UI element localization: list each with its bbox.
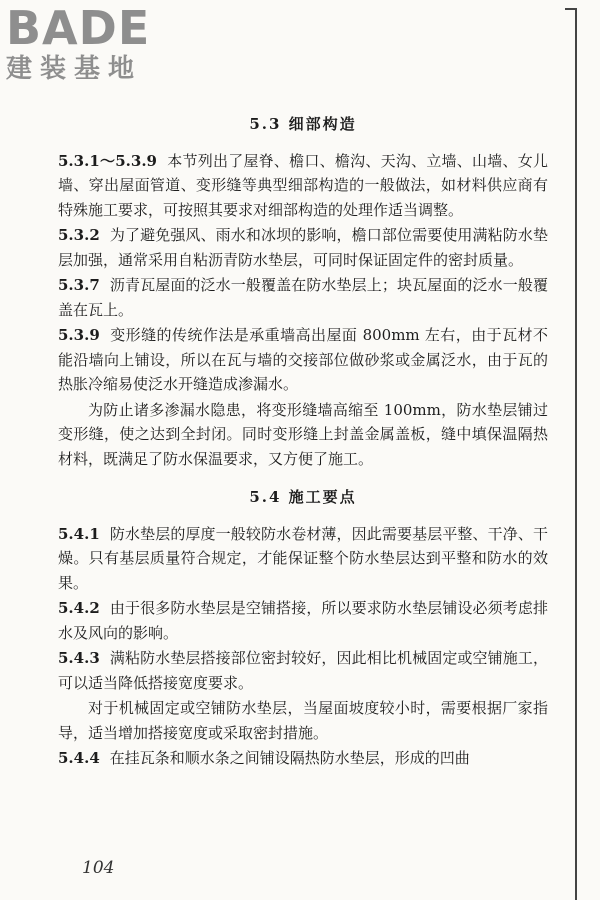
clause-text: 对于机械固定或空铺防水垫层，当屋面坡度较小时，需要根据厂家指导，适当增加搭接宽度或采取密封措施。 [58, 699, 548, 742]
clause-number: 5.3.9 [58, 326, 100, 344]
clause-number: 5.3.2 [58, 226, 100, 244]
clause-text: 由于很多防水垫层是空铺搭接，所以要求防水垫层铺设必须考虑排水及风向的影响。 [58, 599, 548, 642]
clause-paragraph [58, 646, 548, 695]
clause-number: 5.4.1 [58, 524, 100, 543]
clause-paragraph [58, 596, 548, 645]
clause-text: 在挂瓦条和顺水条之间铺设隔热防水垫层，形成的凹曲 [109, 749, 470, 767]
logo-subtitle: 建装基地 [6, 54, 143, 84]
page-number: 104 [82, 858, 115, 878]
clause-text: 变形缝的传统作法是承重墙高出屋面 800mm 左右，由于瓦材不能沿墙向上铺设，所以在瓦与墙的交接部位做砂浆或金属泛水，由于瓦的热胀冷缩易使泛水开缝造成渗漏水。 [58, 326, 548, 393]
clause-text: 为了避免强风、雨水和冰坝的影响，檐口部位需要使用满粘防水垫层加强，通常采用自粘沥青防水垫层，可同时保证固定件的密封质量。 [58, 226, 548, 269]
clause-paragraph [58, 746, 548, 771]
logo [6, 1, 176, 84]
clause-text: 本节列出了屋脊、檐口、檐沟、天沟、立墙、山墙、女儿墙、穿出屋面管道、变形缝等典型细部构造的一般做法，如材料供应商有特殊施工要求，可按照其要求对细部构造的处理作适当调整。 [58, 151, 548, 219]
clause-number: 5.3.7 [58, 276, 100, 294]
body-paragraph [58, 696, 548, 745]
clause-text: 满粘防水垫层搭接部位密封较好，因此相比机械固定或空铺施工，可以适当降低搭接宽度要求。 [58, 649, 548, 692]
clause-number: 5.4.4 [58, 749, 100, 767]
clause-text: 防水垫层的厚度一般较防水卷材薄，因此需要基层平整、干净、干燥。只有基层质量符合规定，才能保证整个防水垫层达到平整和防水的效果。 [58, 524, 548, 592]
clause-paragraph [58, 323, 548, 397]
clause-paragraph [58, 522, 548, 596]
body-paragraph [58, 398, 548, 472]
section-title: 5.4 施工要点 [249, 488, 357, 506]
clause-text: 为防止诸多渗漏水隐患，将变形缝墙高缩至 100mm，防水垫层铺过变形缝，使之达到全封闭。同时变形缝上封盖金属盖板，缝中填保温隔热材料，既满足了防水保温要求，又方便了施工。 [58, 400, 548, 468]
logo-wordmark: BADE [6, 1, 151, 55]
clause-paragraph [58, 273, 548, 322]
clause-number: 5.4.3 [58, 649, 100, 667]
clause-number: 5.4.2 [58, 599, 100, 617]
document-body [58, 112, 548, 772]
clause-paragraph [58, 223, 548, 272]
page-edge-line [575, 8, 577, 900]
clause-paragraph [58, 149, 548, 223]
clause-number: 5.3.1～5.3.9 [58, 151, 157, 170]
clause-text: 沥青瓦屋面的泛水一般覆盖在防水垫层上；块瓦屋面的泛水一般覆盖在瓦上。 [58, 276, 548, 319]
section-title: 5.3 细部构造 [249, 115, 357, 133]
